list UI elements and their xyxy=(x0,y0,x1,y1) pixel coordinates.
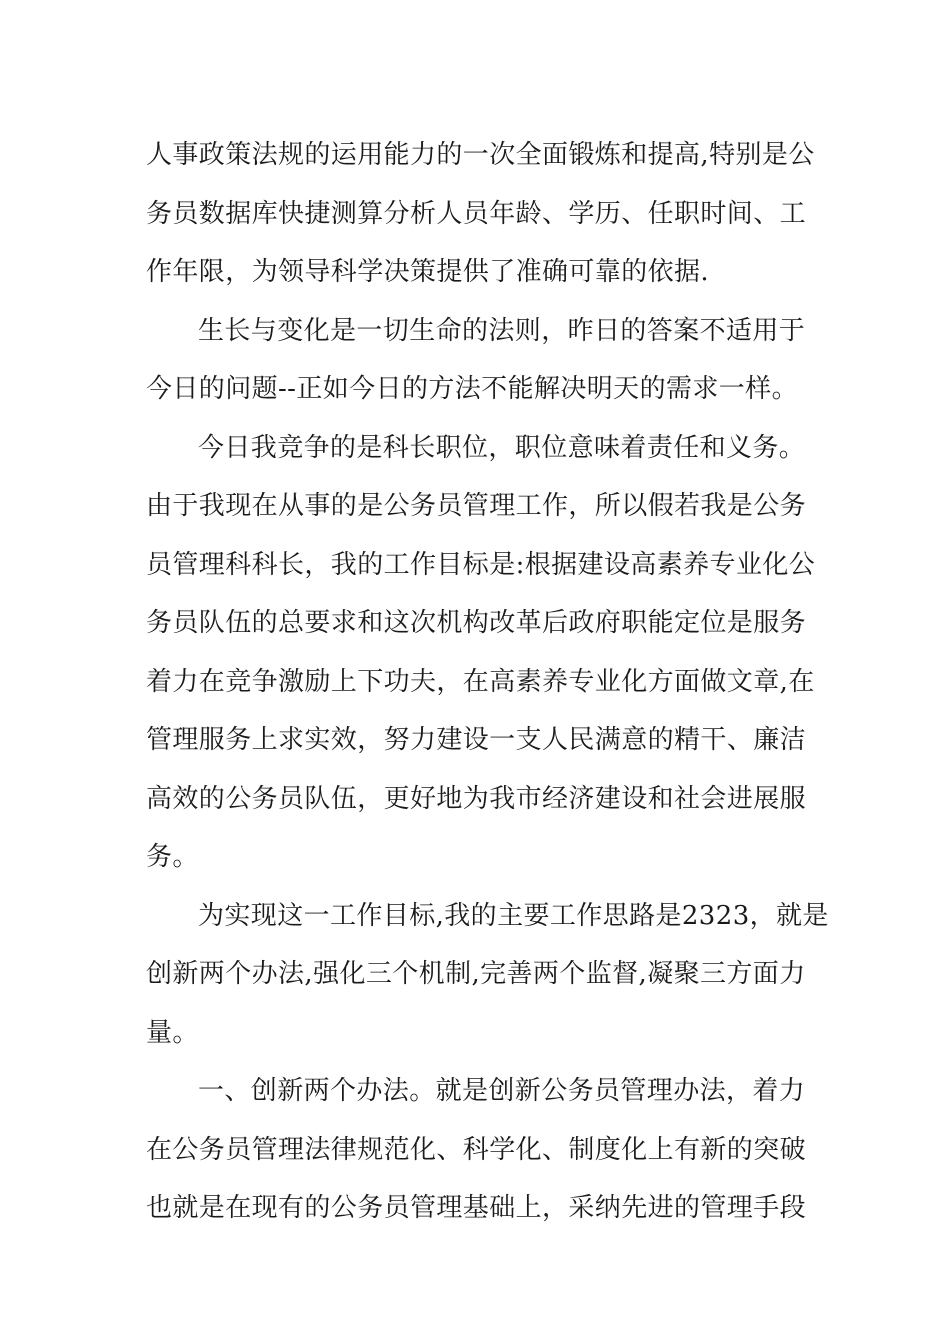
document-body xyxy=(146,126,829,1238)
text-line: 为实现这一工作目标,我的主要工作思路是2323，就是 xyxy=(198,900,829,931)
text-line: 由于我现在从事的是公务员管理工作，所以假若我是公务 xyxy=(146,491,807,521)
text-line: 今日的问题--正如今日的方法不能解决明天的需求一样。 xyxy=(146,374,798,404)
text-line: 人事政策法规的运用能力的一次全面锻炼和提高,特别是公 xyxy=(146,140,815,170)
text-line: 创新两个办法,强化三个机制,完善两个监督,凝聚三方面力 xyxy=(146,959,806,989)
text-line: 在公务员管理法律规范化、科学化、制度化上有新的突破 xyxy=(146,1134,807,1165)
text-line: 着力在竞争激励上下功夫，在高素养专业化方面做文章,在 xyxy=(146,666,815,697)
text-line: 员管理科科长，我的工作目标是:根据建设高素养专业化公 xyxy=(146,549,816,580)
text-line: 务员数据库快捷测算分析人员年龄、学历、任职时间、工 xyxy=(146,198,807,229)
text-line: 今日我竞争的是科长职位，职位意味着责任和义务。 xyxy=(198,432,806,463)
text-line: 高效的公务员队伍，更好地为我市经济建设和社会进展服 xyxy=(146,783,807,814)
text-line: 也就是在现有的公务员管理基础上，采纳先进的管理手段 xyxy=(146,1193,807,1223)
text-line: 务。 xyxy=(146,842,199,872)
text-line: 作年限，为领导科学决策提供了准确可靠的依据. xyxy=(146,257,710,287)
text-line: 量。 xyxy=(146,1017,199,1048)
text-line: 管理服务上求实效，努力建设一支人民满意的精干、廉洁 xyxy=(146,725,807,755)
text-line: 务员队伍的总要求和这次机构改革后政府职能定位是服务 xyxy=(146,608,807,638)
text-line: 生长与变化是一切生命的法则，昨日的答案不适用于 xyxy=(198,315,806,346)
text-line: 一、创新两个办法。就是创新公务员管理办法，着力 xyxy=(198,1076,806,1106)
